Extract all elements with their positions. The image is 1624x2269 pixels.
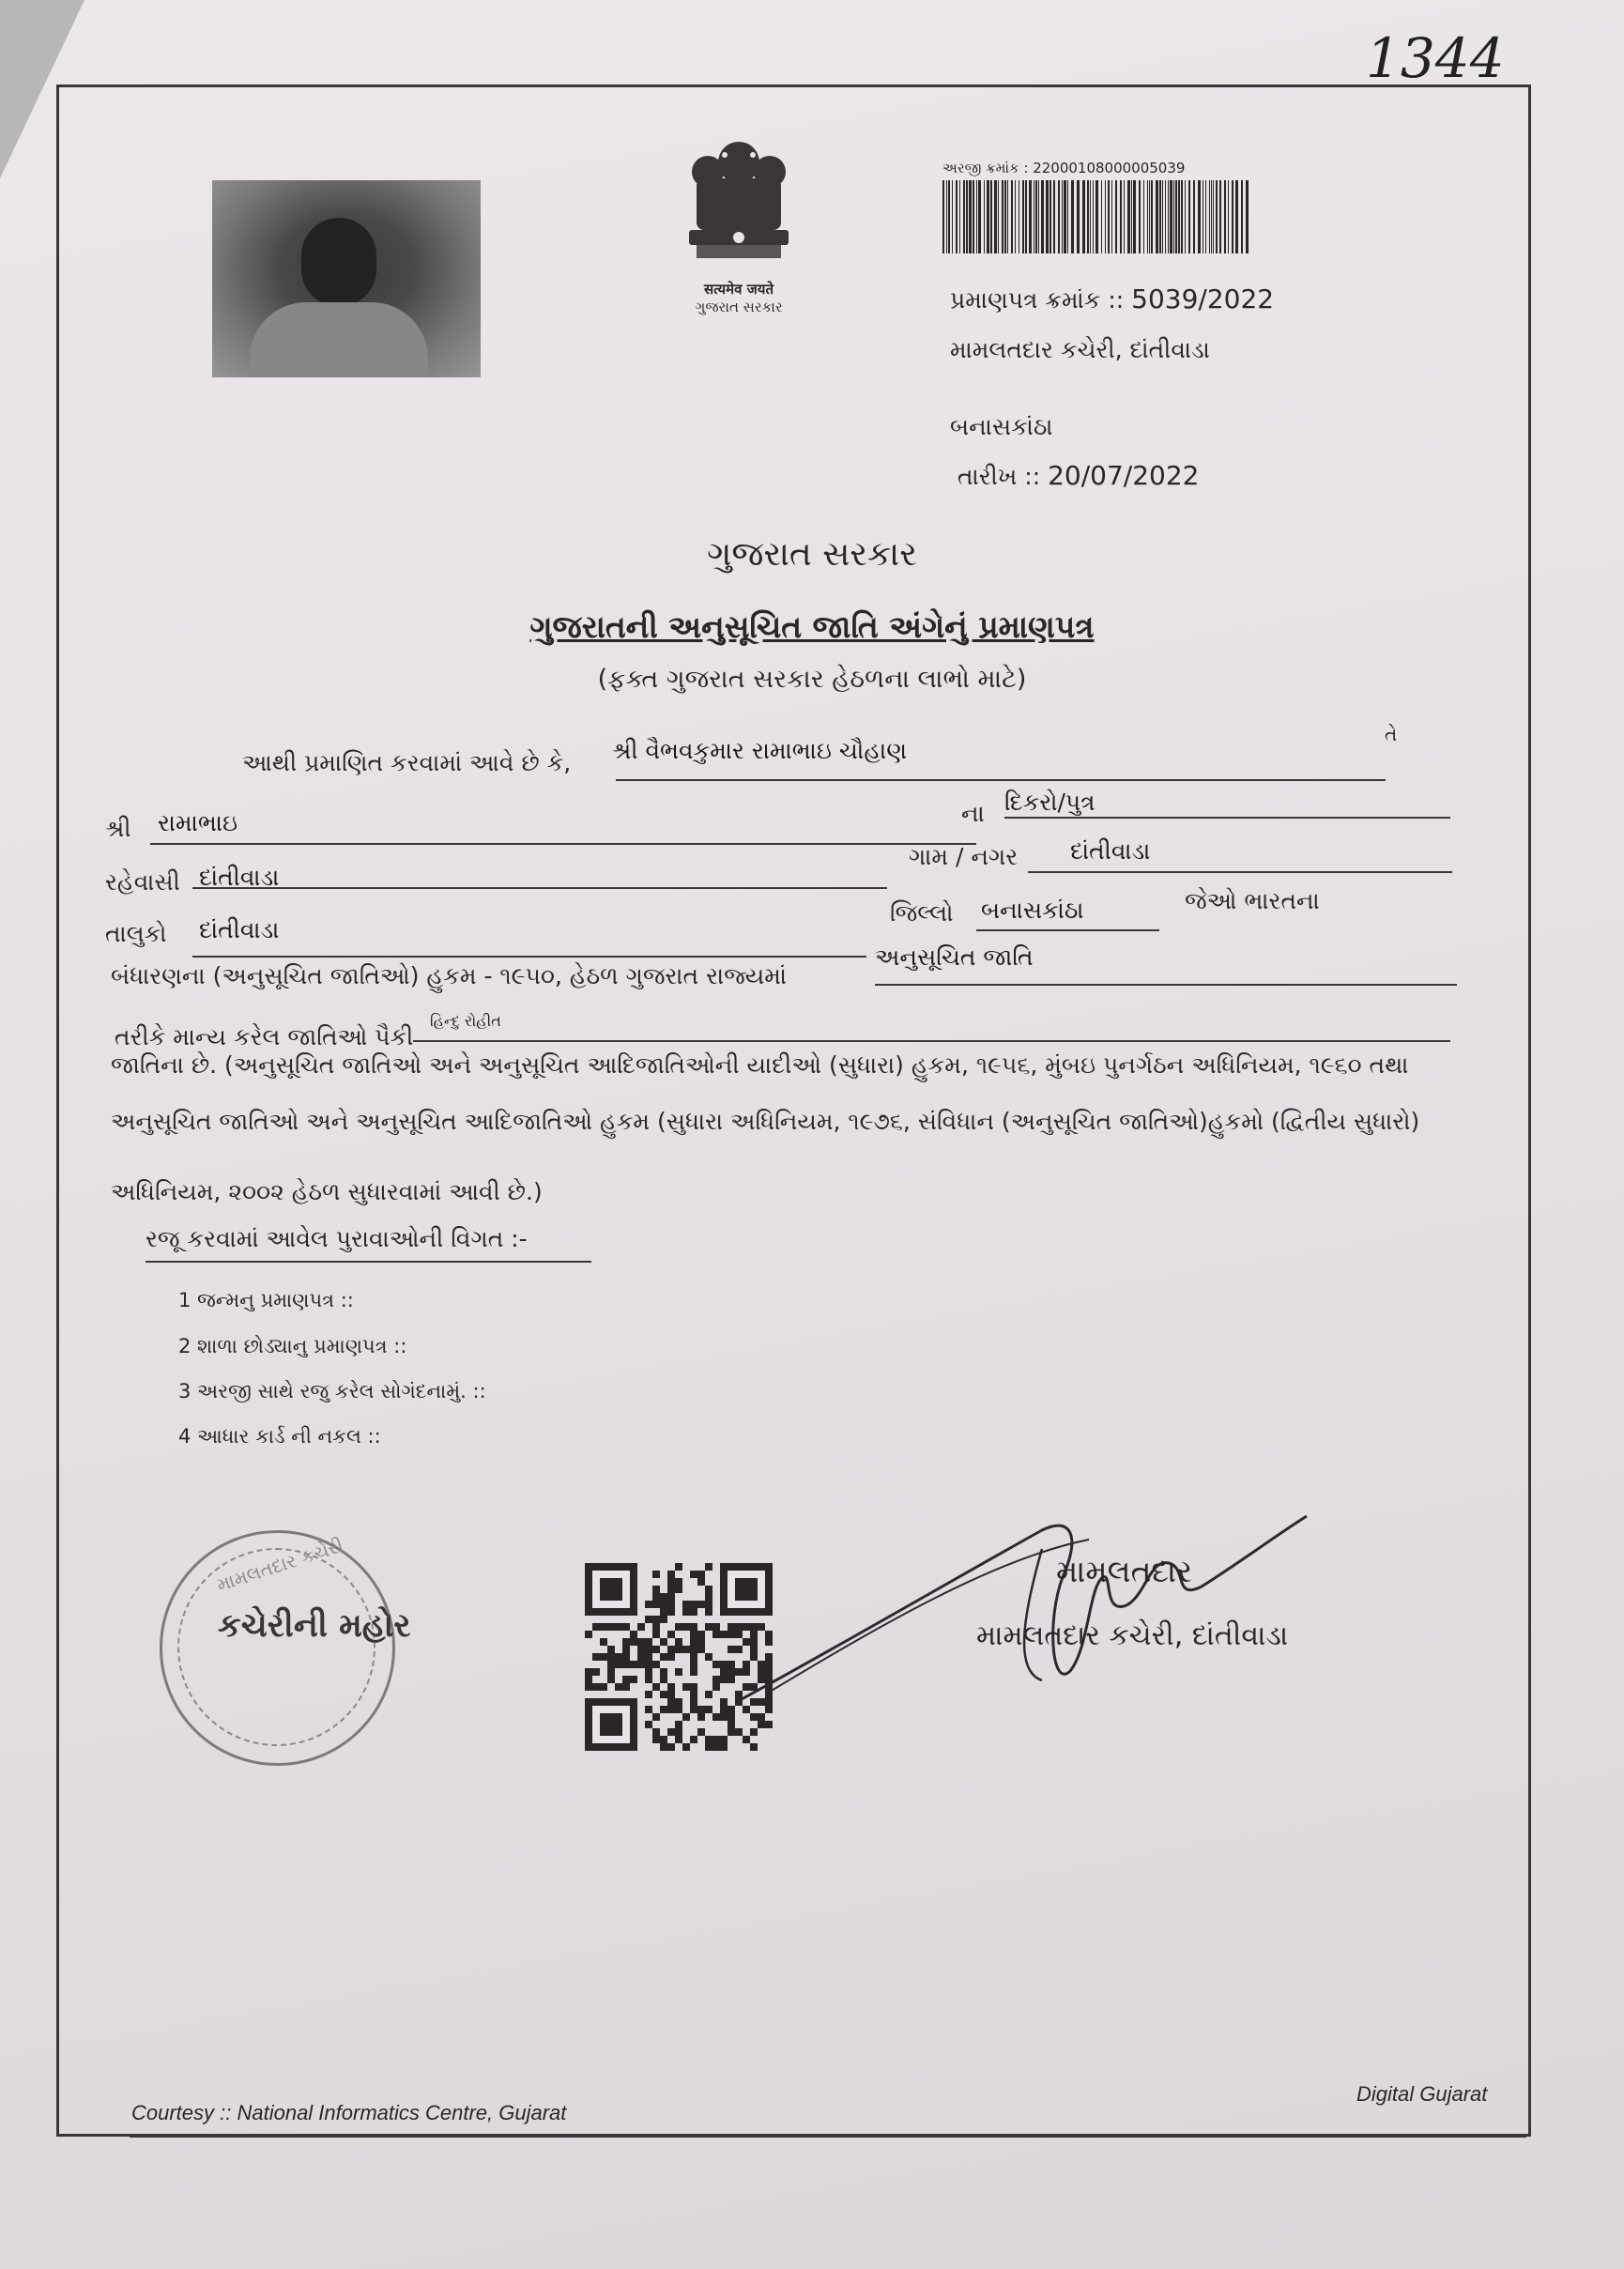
relation-value: દિકરો/પુત્ર: [1004, 789, 1095, 816]
issuing-office: મામલતદાર કચેરી, દાંતીવાડા: [950, 336, 1210, 363]
proofs-heading-underline: [146, 1261, 591, 1263]
signatory-office: મામલતદાર કચેરી, દાંતીવાડા: [976, 1619, 1289, 1652]
footer-courtesy: Courtesy :: National Informatics Centre, Gujarat: [131, 2101, 567, 2124]
legal-text-line1: જાતિના છે. (અનુસૂચિત જાતિઓ અને અનુસૂચિત આદિજાતિઓની યાદીઓ (સુધારા) હુકમ, ૧૯૫૬, મુંબઇ પુનર્ગઠન અધિનિયમ, ૧૯૬૦ તથા: [111, 1051, 1409, 1079]
caste-underline: [413, 1040, 1450, 1042]
bharat-text: જેઓ ભારતના: [1185, 887, 1320, 914]
proof-item: 1 જન્મનુ પ્રમાણપત્ર ::: [178, 1289, 354, 1311]
caste-value: હિન્દુ રોહીત: [430, 1012, 501, 1030]
government-title: ગુજરાત સરકાર: [707, 535, 917, 574]
seal-text: કચેરીની મહોર: [218, 1607, 411, 1645]
certificate-number: પ્રમાણપત્ર ક્રમાંક :: 5039/2022: [950, 284, 1275, 314]
seal-top-text: મામલતદાર કચેરી: [213, 1533, 346, 1597]
district-label: જિલ્લો: [890, 899, 954, 927]
name-underline: [616, 779, 1386, 781]
taluka-underline: [192, 956, 866, 958]
proofs-heading: રજૂ કરવામાં આવેલ પુરાવાઓની વિગત :-: [146, 1225, 528, 1252]
father-name: રામાભાઇ: [158, 809, 238, 836]
certificate-title: ગુજરાતની અનુસૂચિત જાતિ અંગેનું પ્રમાણપત્ર: [529, 608, 1095, 645]
caste-category: અનુસૂચિત જાતિ: [875, 943, 1034, 971]
te-text: તે: [1385, 723, 1398, 745]
legal-text-line2: અનુસૂચિત જાતિઓ અને અનુસૂચિત આદિજાતિઓ હુકમ (સુધારા અધિનિયમ, ૧૯૭૬, સંવિધાન (અનુસૂચિત જાતિઓ)હુકમો (દ્વિતીય સુધારો): [111, 1108, 1420, 1135]
legal-text-line3: અધિનિયમ, ૨૦૦૨ હેઠળ સુધારવામાં આવી છે.): [111, 1178, 543, 1205]
father-underline: [150, 843, 976, 845]
proof-item: 4 આધાર કાર્ડ ની નકલ ::: [178, 1425, 381, 1448]
applicant-photo: [212, 180, 481, 377]
issuing-district: બનાસકાંઠા: [950, 413, 1053, 440]
village-value: દાંતીવાડા: [1070, 837, 1151, 865]
footer-rule: [130, 2136, 1526, 2138]
proof-item: 2 શાળા છોડ્યાનુ પ્રમાણપત્ર ::: [178, 1335, 407, 1357]
district-underline: [976, 929, 1159, 931]
relation-underline: [1004, 817, 1450, 819]
applicant-name: શ્રી વૈભવકુમાર રામાભાઇ ચૌહાણ: [612, 737, 908, 764]
resident-underline: [192, 887, 887, 889]
intro-text: આથી પ્રમાણિત કરવામાં આવે છે કે,: [242, 749, 572, 776]
issue-date: તારીખ :: 20/07/2022: [958, 460, 1200, 491]
national-emblem-icon: [668, 127, 809, 277]
handwritten-page-number: 1344: [1366, 26, 1505, 90]
barcode: [942, 180, 1252, 253]
taluka-value: દાંતીવાડા: [199, 916, 280, 943]
signature: [732, 1446, 1314, 1727]
emblem-motto: सत्यमेव जयते: [703, 281, 774, 298]
village-underline: [1028, 871, 1452, 873]
district-value: બનાસકાંઠા: [981, 897, 1084, 924]
taluka-label: તાલુકો: [105, 920, 167, 947]
footer-brand: Digital Gujarat: [1356, 2082, 1488, 2106]
proof-item: 3 અરજી સાથે રજુ કરેલ સોગંદનામું. ::: [178, 1380, 486, 1403]
category-underline: [875, 984, 1457, 986]
emblem-caption: ગુજરાત સરકાર: [695, 299, 783, 315]
shri-label: શ્રી: [105, 815, 131, 842]
constitution-text: બંધારણના (અનુસૂચિત જાતિઓ) હુકમ - ૧૯૫૦, હેઠળ ગુજરાત રાજ્યમાં: [111, 962, 787, 989]
resident-value: દાંતીવાડા: [199, 864, 280, 891]
certificate-scope: (ફક્ત ગુજરાત સરકાર હેઠળના લાભો માટે): [597, 665, 1027, 694]
resident-label: રહેવાસી: [105, 868, 180, 896]
recognized-text: તરીકે માન્ય કરેલ જાતિઓ પૈકી: [115, 1023, 414, 1050]
application-number: અરજી ક્રમાંક : 22000108000005039: [942, 160, 1186, 176]
na-text: ના: [961, 800, 985, 827]
signatory-title: મામલતદાર: [1056, 1553, 1193, 1589]
village-label: ગામ / નગર: [909, 843, 1019, 870]
